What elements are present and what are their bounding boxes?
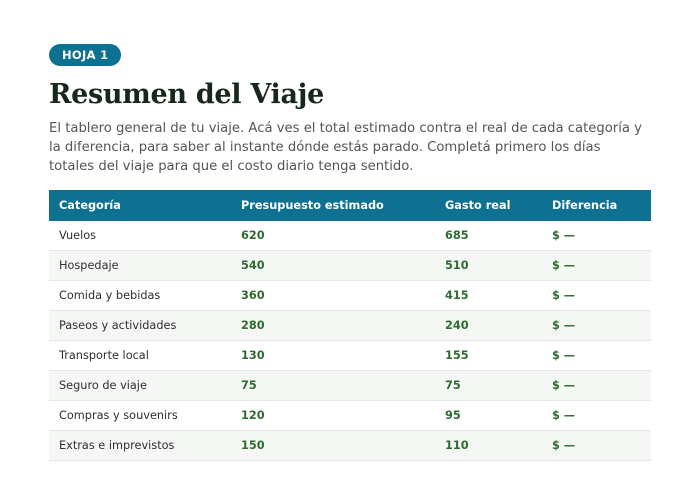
- summary-table: [49, 190, 651, 461]
- cell-estimated[interactable]: 150: [231, 431, 435, 461]
- table-row: [49, 401, 651, 431]
- cell-difference[interactable]: $ —: [542, 251, 651, 281]
- cell-estimated[interactable]: 130: [231, 341, 435, 371]
- cell-category[interactable]: Seguro de viaje: [49, 371, 231, 401]
- cell-difference[interactable]: $ —: [542, 401, 651, 431]
- cell-estimated[interactable]: 280: [231, 311, 435, 341]
- column-header-category: Categoría: [49, 190, 231, 221]
- cell-category[interactable]: Hospedaje: [49, 251, 231, 281]
- cell-estimated[interactable]: 360: [231, 281, 435, 311]
- cell-category[interactable]: Extras e imprevistos: [49, 431, 231, 461]
- cell-actual[interactable]: 155: [435, 341, 542, 371]
- cell-difference[interactable]: $ —: [542, 221, 651, 251]
- sheet-page: [49, 44, 651, 461]
- cell-estimated[interactable]: 75: [231, 371, 435, 401]
- cell-estimated[interactable]: 540: [231, 251, 435, 281]
- cell-difference[interactable]: $ —: [542, 371, 651, 401]
- cell-actual[interactable]: 510: [435, 251, 542, 281]
- page-title: Resumen del Viaje: [49, 79, 325, 110]
- page-description: El tablero general de tu viaje. Acá ves el total estimado contra el real de cada categoría y la diferencia, para saber al instante dónde estás parado. Completá primero los días totales del viaje para que el costo diario tenga sentido.: [49, 121, 642, 174]
- cell-category[interactable]: Vuelos: [49, 221, 231, 251]
- table-row: [49, 371, 651, 401]
- table-row: [49, 221, 651, 251]
- table-row: [49, 311, 651, 341]
- column-header-difference: Diferencia: [542, 190, 651, 221]
- cell-actual[interactable]: 240: [435, 311, 542, 341]
- cell-actual[interactable]: 95: [435, 401, 542, 431]
- table-header-row: [49, 190, 651, 221]
- table-row: [49, 281, 651, 311]
- cell-difference[interactable]: $ —: [542, 431, 651, 461]
- cell-actual[interactable]: 685: [435, 221, 542, 251]
- column-header-actual: Gasto real: [435, 190, 542, 221]
- table-row: [49, 251, 651, 281]
- cell-actual[interactable]: 110: [435, 431, 542, 461]
- cell-difference[interactable]: $ —: [542, 341, 651, 371]
- cell-category[interactable]: Transporte local: [49, 341, 231, 371]
- sheet-badge: HOJA 1: [49, 44, 121, 66]
- table-row: [49, 431, 651, 461]
- cell-difference[interactable]: $ —: [542, 281, 651, 311]
- cell-actual[interactable]: 75: [435, 371, 542, 401]
- cell-actual[interactable]: 415: [435, 281, 542, 311]
- column-header-estimated: Presupuesto estimado: [231, 190, 435, 221]
- cell-category[interactable]: Compras y souvenirs: [49, 401, 231, 431]
- cell-category[interactable]: Paseos y actividades: [49, 311, 231, 341]
- cell-estimated[interactable]: 620: [231, 221, 435, 251]
- cell-difference[interactable]: $ —: [542, 311, 651, 341]
- table-row: [49, 341, 651, 371]
- cell-category[interactable]: Comida y bebidas: [49, 281, 231, 311]
- cell-estimated[interactable]: 120: [231, 401, 435, 431]
